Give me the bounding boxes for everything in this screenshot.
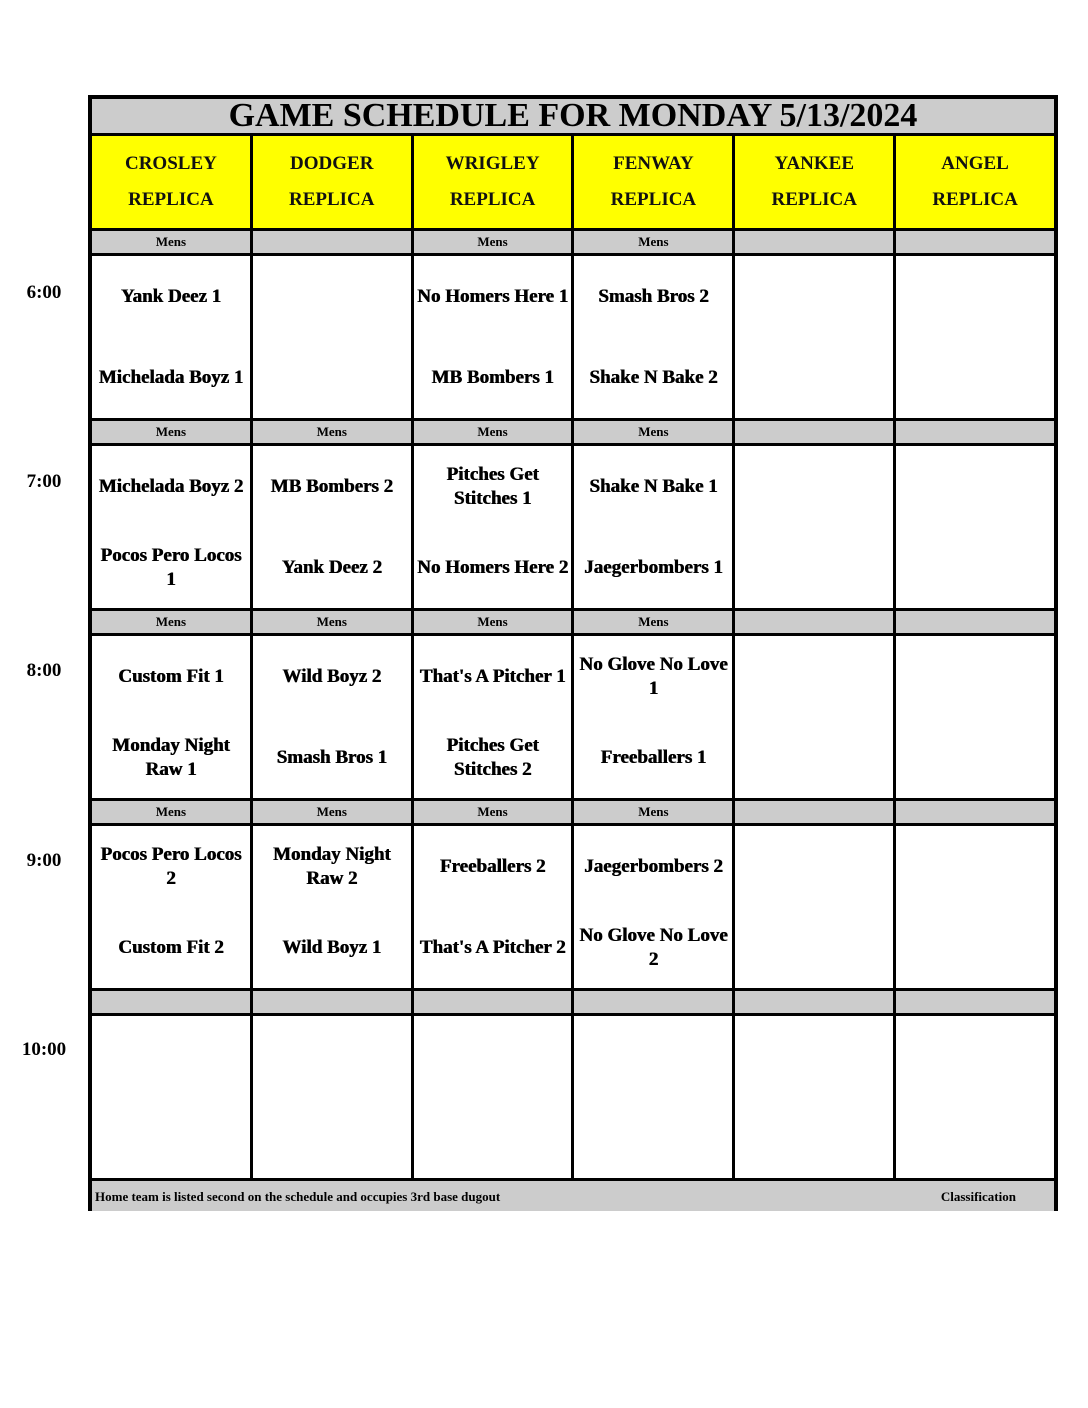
home-team: Smash Bros 1 [276, 746, 387, 768]
away-team [737, 826, 891, 907]
classification-cell [253, 231, 411, 253]
home-team: No Homers Here 2 [417, 556, 569, 578]
away-team [737, 446, 891, 527]
away-team: MB Bombers 2 [270, 475, 393, 497]
home-team [737, 337, 891, 418]
game-cell [92, 636, 250, 798]
time-column [0, 0, 88, 1408]
home-team [737, 1097, 891, 1178]
game-cell [414, 1016, 572, 1178]
game-cell [414, 826, 572, 988]
game-cell [414, 446, 572, 608]
away-team [898, 1016, 1052, 1097]
away-team [898, 636, 1052, 717]
away-team: Pitches Get Stitches 1 [446, 463, 539, 509]
home-team [898, 527, 1052, 608]
away-team: That's A Pitcher 1 [419, 665, 566, 687]
classification-cell [735, 421, 893, 443]
field-type: REPLICA [288, 189, 375, 210]
classification-legend: Classification [940, 1189, 1016, 1204]
away-team [576, 1016, 730, 1097]
home-team [898, 337, 1052, 418]
footer-bar [92, 1181, 1054, 1211]
game-cell [896, 1016, 1054, 1178]
away-team: Smash Bros 2 [598, 285, 709, 307]
home-team: Wild Boyz 1 [282, 936, 382, 958]
away-team [255, 1016, 409, 1097]
game-cell [735, 1016, 893, 1178]
away-team: Yank Deez 1 [120, 285, 222, 307]
game-cell [253, 1016, 411, 1178]
game-cell [414, 256, 572, 418]
home-team: Pocos Pero Locos 1 [100, 544, 242, 590]
game-cell [735, 256, 893, 418]
classification-cell [414, 991, 572, 1013]
home-team: Custom Fit 2 [118, 936, 224, 958]
away-team: No Glove No Love 1 [579, 653, 728, 699]
classification-cell: Mens [92, 421, 250, 443]
away-team [416, 1016, 570, 1097]
time-label-8pm: 8:00 [26, 660, 62, 681]
classification-cell [92, 991, 250, 1013]
field-type: REPLICA [771, 189, 857, 210]
home-team [898, 717, 1052, 798]
home-team: Freeballers 1 [600, 746, 707, 768]
classification-cell [896, 801, 1054, 823]
classification-cell [735, 611, 893, 633]
away-team: Michelada Boyz 2 [98, 475, 244, 497]
game-cell [574, 256, 732, 418]
classification-cell [896, 231, 1054, 253]
field-header-dodger [253, 136, 411, 228]
home-team: Shake N Bake 2 [589, 366, 718, 388]
field-name: YANKEE [774, 153, 855, 174]
game-cell [92, 1016, 250, 1178]
game-cell [414, 636, 572, 798]
away-team [255, 256, 409, 337]
field-header-crosley [92, 136, 250, 228]
time-label-7pm: 7:00 [26, 471, 62, 492]
game-cell [92, 256, 250, 418]
classification-cell [735, 231, 893, 253]
home-team [737, 907, 891, 988]
away-team [737, 256, 891, 337]
game-cell [896, 826, 1054, 988]
home-team [576, 1097, 730, 1178]
game-cell [574, 446, 732, 608]
classification-cell: Mens [92, 611, 250, 633]
classification-cell [896, 421, 1054, 443]
away-team: Freeballers 2 [439, 855, 546, 877]
classification-cell: Mens [253, 421, 411, 443]
home-team: Pitches Get Stitches 2 [446, 734, 539, 780]
game-cell [253, 826, 411, 988]
game-cell [896, 446, 1054, 608]
classification-cell: Mens [253, 801, 411, 823]
game-cell [735, 446, 893, 608]
away-team: No Homers Here 1 [417, 285, 569, 307]
classification-cell [735, 991, 893, 1013]
schedule-table [88, 95, 1058, 1211]
classification-cell: Mens [574, 231, 732, 253]
classification-cell: Mens [414, 801, 572, 823]
home-team [737, 717, 891, 798]
home-team [737, 527, 891, 608]
field-name: DODGER [290, 153, 374, 174]
classification-cell: Mens [574, 421, 732, 443]
away-team: Pocos Pero Locos 2 [100, 843, 242, 889]
away-team: Monday Night Raw 2 [272, 843, 391, 889]
classification-cell [896, 611, 1054, 633]
home-team [898, 907, 1052, 988]
home-team: Yank Deez 2 [281, 556, 382, 578]
field-type: REPLICA [932, 189, 1018, 210]
game-cell [735, 826, 893, 988]
away-team: Shake N Bake 1 [589, 475, 718, 497]
home-team: No Glove No Love 2 [579, 924, 728, 970]
away-team [898, 826, 1052, 907]
field-header-yankee [735, 136, 893, 228]
away-team: Custom Fit 1 [118, 665, 224, 687]
classification-cell: Mens [414, 421, 572, 443]
classification-cell: Mens [253, 611, 411, 633]
field-header-fenway [574, 136, 732, 228]
game-cell [253, 446, 411, 608]
field-name: CROSLEY [124, 153, 217, 174]
classification-cell [574, 991, 732, 1013]
classification-cell: Mens [92, 231, 250, 253]
field-name: ANGEL [941, 153, 1009, 174]
field-header-wrigley [414, 136, 572, 228]
away-team [737, 1016, 891, 1097]
away-team: Jaegerbombers 2 [584, 855, 723, 877]
field-type: REPLICA [128, 189, 214, 210]
game-cell [92, 826, 250, 988]
schedule-title: GAME SCHEDULE FOR MONDAY 5/13/2024 [92, 99, 1054, 133]
home-team: Monday Night Raw 1 [112, 734, 230, 780]
game-cell [253, 256, 411, 418]
home-team: Jaegerbombers 1 [584, 556, 723, 578]
time-label-9pm: 9:00 [26, 850, 62, 871]
game-cell [574, 826, 732, 988]
field-type: REPLICA [449, 189, 536, 210]
game-cell [896, 256, 1054, 418]
home-team: That's A Pitcher 2 [419, 936, 566, 958]
classification-cell: Mens [414, 611, 572, 633]
game-cell [735, 636, 893, 798]
time-label-10pm: 10:00 [21, 1039, 67, 1060]
away-team [898, 256, 1052, 337]
classification-cell: Mens [574, 611, 732, 633]
field-type: REPLICA [610, 189, 697, 210]
home-team: MB Bombers 1 [431, 366, 554, 388]
away-team [898, 446, 1052, 527]
home-team [416, 1097, 570, 1178]
field-name: WRIGLEY [445, 153, 540, 174]
classification-cell [735, 801, 893, 823]
home-team [898, 1097, 1052, 1178]
classification-cell: Mens [574, 801, 732, 823]
home-team [255, 337, 409, 418]
classification-cell [253, 991, 411, 1013]
time-label-6pm: 6:00 [26, 282, 62, 303]
away-team: Wild Boyz 2 [282, 665, 382, 687]
classification-cell [896, 991, 1054, 1013]
game-cell [896, 636, 1054, 798]
home-team [94, 1097, 248, 1178]
game-cell [253, 636, 411, 798]
game-cell [574, 636, 732, 798]
home-team-note: Home team is listed second on the schedule and occupies 3rd base dugout [95, 1189, 501, 1204]
home-team: Michelada Boyz 1 [98, 366, 244, 388]
away-team [737, 636, 891, 717]
field-header-angel [896, 136, 1054, 228]
home-team [255, 1097, 409, 1178]
away-team [94, 1016, 248, 1097]
game-cell [574, 1016, 732, 1178]
game-cell [92, 446, 250, 608]
classification-cell: Mens [414, 231, 572, 253]
field-name: FENWAY [613, 153, 694, 174]
classification-cell: Mens [92, 801, 250, 823]
